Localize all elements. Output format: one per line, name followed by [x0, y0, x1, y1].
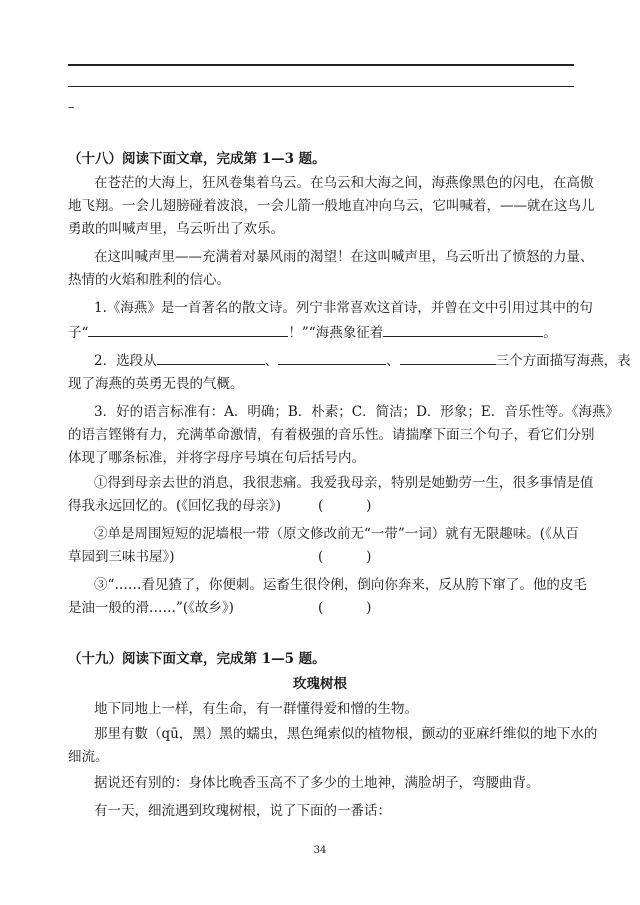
s18-p1-line3: 勇敢的叫喊声里，乌云听出了欢乐。 — [68, 221, 284, 237]
answer-line-1 — [68, 64, 574, 66]
item-2-source: 草园到三味书屋》) — [68, 549, 175, 565]
q2-blank-3[interactable] — [400, 350, 496, 365]
question-2-line1 — [94, 350, 631, 372]
question-3-line1: 3．好的语言标准有：A．明确；B．朴素；C．简洁；D．形象；E．音乐性等。《海燕》 — [94, 404, 620, 420]
answer-line-2 — [68, 86, 574, 87]
question-3-line3: 体现了哪条标准，并将字母序号填在句后括号内。 — [68, 450, 365, 466]
q1-end: 。 — [543, 325, 557, 341]
s19-p3: 据说还有别的：身体比晚香玉高不了多少的土地神，满脸胡子，弯腰曲背。 — [94, 775, 540, 791]
item-1-line1: ①得到母亲去世的消息，我很悲痛。我爱我母亲，特别是她勤劳一生，很多事情是值 — [94, 475, 594, 491]
s18-p2-line2: 热情的火焰和胜利的信心。 — [68, 272, 230, 288]
section-19-heading: （十九）阅读下面文章，完成第 1—5 题。 — [68, 651, 326, 667]
s18-p1-line1: 在苍茫的大海上，狂风卷集着乌云。在乌云和大海之间，海燕像黑色的闪电，在高傲 — [94, 175, 594, 191]
question-1-line2 — [68, 322, 580, 344]
passage-title: 玫瑰树根 — [293, 676, 347, 692]
s19-p2-line2: 细流。 — [68, 749, 109, 765]
section-18-heading: （十八）阅读下面文章，完成第 1—3 题。 — [68, 151, 326, 167]
q1-prefix: 子“ — [68, 325, 89, 341]
q2-sep-1: 、 — [264, 353, 279, 369]
stray-mark: – — [68, 100, 75, 115]
item-3-line1: ③“……看见猹了，你便刺。运畜生很伶俐，倒向你奔来，反从胯下窜了。他的皮毛 — [94, 577, 587, 593]
question-2-line2: 现了海燕的英勇无畏的气概。 — [68, 376, 244, 392]
page-number: 34 — [313, 845, 327, 856]
item-1-source: 得我永远回忆的。(《回忆我的母亲》) — [68, 498, 282, 514]
item-3-source: 是油一般的滑……”(《故乡》) — [68, 600, 234, 616]
item-2-answer-bracket[interactable]: ( ) — [318, 549, 372, 565]
question-1-line1: 1.《海燕》是一首著名的散文诗。列宁非常喜欢这首诗，并曾在文中引用过其中的句 — [94, 300, 593, 316]
s19-p4: 有一天，细流遇到玫瑰树根，说了下面的一番话： — [94, 803, 391, 819]
s18-p2-line1: 在这叫喊声里——充满着对暴风雨的渴望！在这叫喊声里，乌云听出了愤怒的力量、 — [94, 249, 594, 265]
q1-blank-2[interactable] — [383, 322, 543, 337]
item-2-line1: ②单是周围短短的泥墙根一带（原文修改前无“一带”一词）就有无限趣味。(《从百 — [94, 526, 579, 542]
s19-p1: 地下同地上一样，有生命，有一群懂得爱和憎的生物。 — [94, 701, 418, 717]
item-3-answer-bracket[interactable]: ( ) — [318, 600, 372, 616]
q2-sep-2: 、 — [386, 353, 400, 369]
item-3-line2 — [68, 597, 580, 619]
q2-prefix: 2．选段从 — [94, 353, 157, 369]
item-1-answer-bracket[interactable]: ( ) — [318, 498, 372, 514]
s19-p2-line1: 那里有數（qū，黑）黑的蠕虫，黑色绳索似的植物根，颤动的亚麻纤维似的地下水的 — [94, 726, 598, 742]
question-3-line2: 的语言铿锵有力，充满革命激情，有着极强的音乐性。请揣摩下面三个句子，看它们分别 — [68, 427, 595, 443]
item-2-line2 — [68, 546, 580, 568]
q2-blank-1[interactable] — [157, 350, 265, 365]
q1-mid: ！”“海燕象征着 — [288, 325, 384, 341]
s18-p1-line2: 地飞翔。一会儿翅膀碰着波浪，一会儿箭一般地直冲向乌云，它叫喊着，——就在这鸟儿 — [68, 198, 595, 214]
q2-blank-2[interactable] — [278, 350, 386, 365]
q2-suffix: 三个方面描写海燕，表 — [495, 353, 631, 369]
item-1-line2 — [68, 495, 580, 517]
q1-blank-1[interactable] — [88, 322, 288, 337]
